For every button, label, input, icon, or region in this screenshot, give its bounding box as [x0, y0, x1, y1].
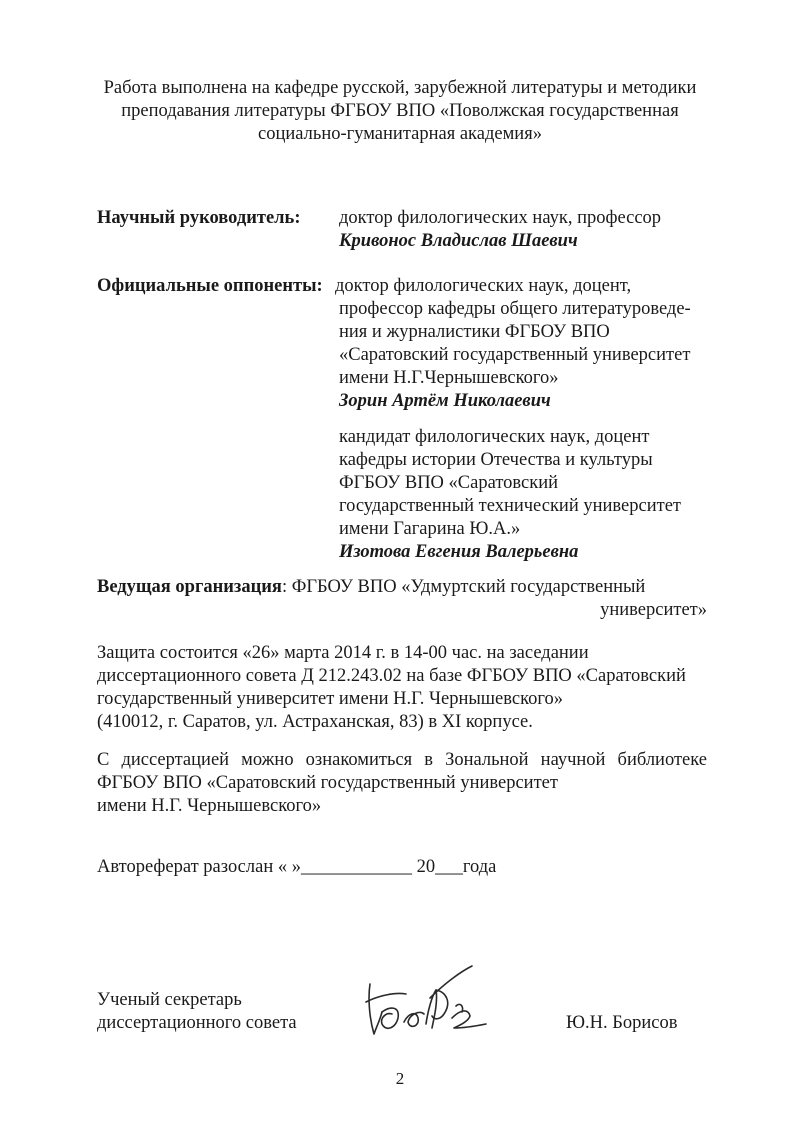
opponent-1-info — [335, 275, 735, 298]
defense-line-2: диссертационного совета Д 212.243.02 на базе ФГБОУ ВПО «Саратовский — [97, 666, 686, 686]
opponent-1-line-5: имени Н.Г.Чернышевского» — [339, 368, 559, 388]
opponent-2-line-4: государственный технический университет — [339, 496, 681, 516]
opponent-1-line-4: «Саратовский государственный университет — [339, 345, 691, 365]
opponent-2-line-2: кафедры истории Отечества и культуры — [339, 450, 653, 470]
opponent-1-name: Зорин Артём Николаевич — [339, 391, 551, 411]
secretary-title-line-2: диссертационного совета — [97, 1013, 297, 1033]
handwritten-signature — [360, 962, 500, 1052]
opponent-2-line-5: имени Гагарина Ю.А.» — [339, 519, 521, 539]
library-line-3: имени Н.Г. Чернышевского» — [97, 796, 322, 816]
supervisor-name: Кривонос Владислав Шаевич — [339, 231, 578, 251]
supervisor-title: доктор филологических наук, профессор — [339, 208, 662, 228]
secretary-name: Ю.Н. Борисов — [566, 1013, 678, 1033]
lead-organization-text-2: университет» — [600, 600, 707, 620]
institution-header — [60, 77, 740, 146]
supervisor-info — [339, 207, 739, 253]
opponents-label: Официальные оппоненты: — [97, 276, 323, 296]
opponent-1-line-2: профессор кафедры общего литературоведе- — [339, 299, 691, 319]
secretary-title — [97, 989, 297, 1035]
opponent-1-line-1: доктор филологических наук, доцент, — [335, 276, 632, 296]
lead-organization-label: Ведущая организация — [97, 577, 282, 597]
defense-line-3: государственный университет имени Н.Г. Чернышевского» — [97, 689, 564, 709]
opponent-2-info — [339, 426, 739, 564]
defense-line-1: Защита состоится «26» марта 2014 г. в 14-00 час. на заседании — [97, 643, 589, 663]
lead-organization-text: : ФГБОУ ВПО «Удмуртский государственный — [281, 577, 646, 597]
secretary-title-line-1: Ученый секретарь — [97, 990, 242, 1010]
opponent-2-name: Изотова Евгения Валерьевна — [339, 542, 579, 562]
sent-line — [97, 856, 707, 879]
page-number: 2 — [395, 1069, 405, 1088]
lead-organization — [97, 576, 707, 622]
header-line-1: Работа выполнена на кафедре русской, зарубежной литературы и методики — [103, 78, 697, 98]
library-line-2: ФГБОУ ВПО «Саратовский государственный университет — [97, 773, 558, 793]
library-line-1: С диссертацией можно ознакомиться в Зональной научной библиотеке — [97, 750, 707, 770]
opponent-2-line-3: ФГБОУ ВПО «Саратовский — [339, 473, 559, 493]
opponent-1-details — [339, 298, 739, 413]
defense-line-4: (410012, г. Саратов, ул. Астраханская, 83) в XI корпусе. — [97, 712, 533, 732]
supervisor-label: Научный руководитель: — [97, 208, 301, 228]
defense-paragraph — [97, 642, 707, 734]
header-line-3: социально-гуманитарная академия» — [258, 124, 542, 144]
sent-text: Автореферат разослан « »____________ 20___года — [97, 857, 497, 877]
opponent-2-line-1: кандидат филологических наук, доцент — [339, 427, 650, 447]
library-paragraph — [97, 749, 707, 818]
opponent-1-line-3: ния и журналистики ФГБОУ ВПО — [339, 322, 610, 342]
header-line-2: преподавания литературы ФГБОУ ВПО «Поволжская государственная — [121, 101, 679, 121]
